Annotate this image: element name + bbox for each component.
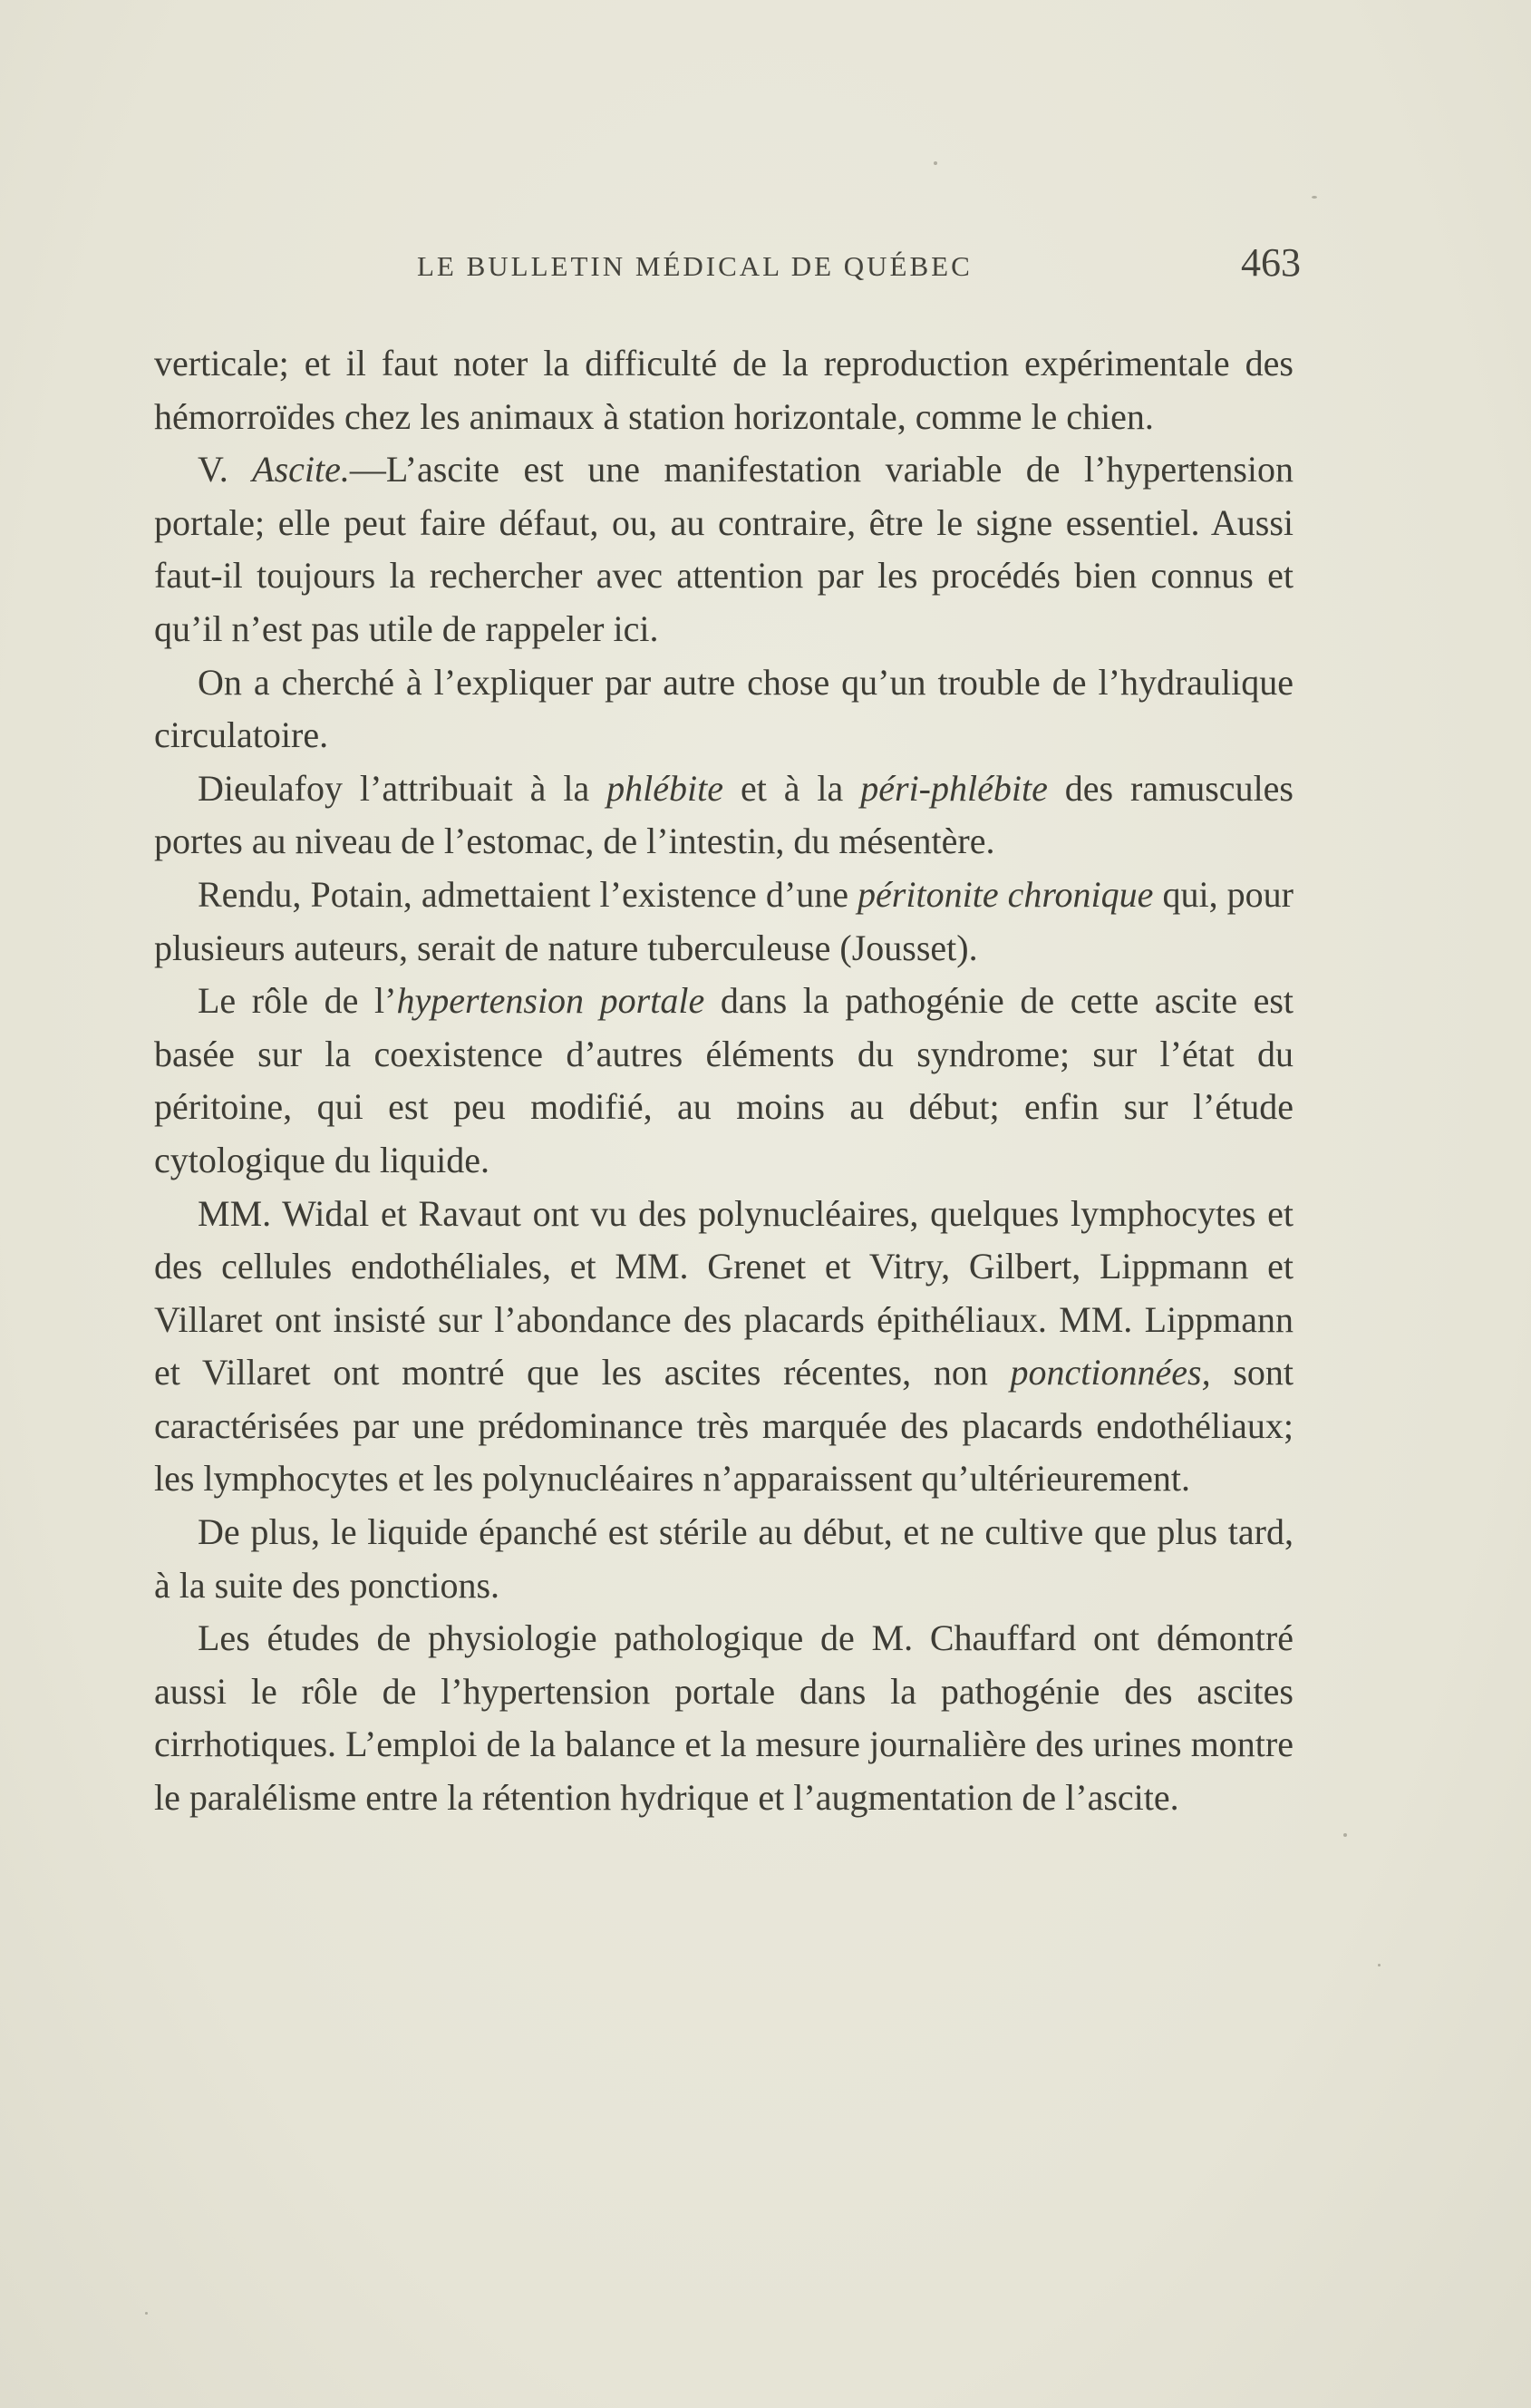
paper-speck	[1312, 196, 1317, 199]
paragraph-liquide-sterile	[154, 1506, 1294, 1612]
text-run: et à la	[723, 767, 861, 809]
paper-speck	[1378, 1964, 1381, 1966]
section-heading: Ascite.	[252, 449, 350, 490]
paper-speck	[145, 2312, 148, 2315]
text-run: MM. Widal et Ravaut ont vu des polynucléaires, quelques lymphocytes et des cellules endothéliales, et MM. Grenet et Vitry, Gilbert, Lippmann et Villaret ont insisté sur l’abondance des placards épithéliaux. MM. Lippmann et Villaret ont montré que les ascites récentes, non	[154, 1192, 1294, 1393]
italic-term: hypertension portale	[396, 980, 705, 1022]
italic-term: péri-phlébite	[860, 767, 1048, 809]
italic-term: phlébite	[606, 767, 723, 809]
paragraph-text: verticale; et il faut noter la difficulté de la reproduction expérimentale des hémorroïdes chez les animaux à station horizontale, comme le chien.	[154, 343, 1294, 437]
paper-speck	[1343, 1833, 1347, 1837]
section-number: V.	[198, 449, 228, 490]
paragraph-widal-ravaut	[154, 1188, 1294, 1507]
text-run: Rendu, Potain, admettaient l’existence d’une	[198, 873, 858, 915]
paragraph-chauffard	[154, 1612, 1294, 1824]
text-run: dans la pathogénie de cette ascite est basée sur la coexistence d’autres éléments du syndrome; sur l’état du péritoine, qui est peu modifié, au moins au début; enfin sur l’étude cytologique du liquide.	[154, 980, 1294, 1180]
italic-term: péritonite chronique	[858, 873, 1154, 915]
paragraph-text: On a cherché à l’expliquer par autre chose qu’un trouble de l’hydraulique circulatoire.	[154, 661, 1294, 756]
paragraph-role-hypertension	[154, 975, 1294, 1187]
paper-speck	[934, 161, 937, 165]
text-run: sont caractérisées par une prédominance très marquée des placards endothéliaux; les lymphocytes et les polynucléaires n’apparaissent qu’ultérieurement.	[154, 1352, 1294, 1500]
paragraph-ascite-section	[154, 443, 1294, 655]
italic-term: ponctionnées,	[1010, 1352, 1211, 1393]
paragraph-hydraulique	[154, 656, 1294, 762]
text-run: Le rôle de l’	[198, 980, 397, 1022]
paragraph-dieulafoy	[154, 762, 1294, 869]
paragraph-text: —L’ascite est une manifestation variable de l’hypertension portale; elle peut faire défaut, ou, au contraire, être le signe essentiel. Aussi faut-il toujours la rechercher avec attention par les procédés bien connus et qu’il n’est pas utile de rappeler ici.	[154, 449, 1294, 649]
paragraph-text: Les études de physiologie pathologique de M. Chauffard ont démontré aussi le rôle de l’hypertension portale dans la pathogénie des ascites cirrhotiques. L’emploi de la balance et la mesure journalière des urines montre le paralélisme entre la rétention hydrique et l’augmentation de l’ascite.	[154, 1617, 1294, 1819]
running-title: LE BULLETIN MÉDICAL DE QUÉBEC	[417, 250, 973, 282]
paragraph-text: De plus, le liquide épanché est stérile au début, et ne cultive que plus tard, à la suite des ponctions.	[154, 1511, 1294, 1606]
text-run: des ramuscules portes au niveau de l’estomac, de l’intestin, du mésentère.	[154, 767, 1294, 862]
paragraph-continuation	[154, 337, 1294, 443]
page-number: 463	[1241, 240, 1301, 285]
body-text	[154, 337, 1294, 1825]
page-header	[154, 238, 1301, 292]
text-run: Dieulafoy l’attribuait à la	[198, 767, 607, 809]
text-run: qui, pour plusieurs auteurs, serait de nature tuberculeuse (Jousset).	[154, 873, 1294, 968]
paragraph-rendu-potain	[154, 869, 1294, 975]
